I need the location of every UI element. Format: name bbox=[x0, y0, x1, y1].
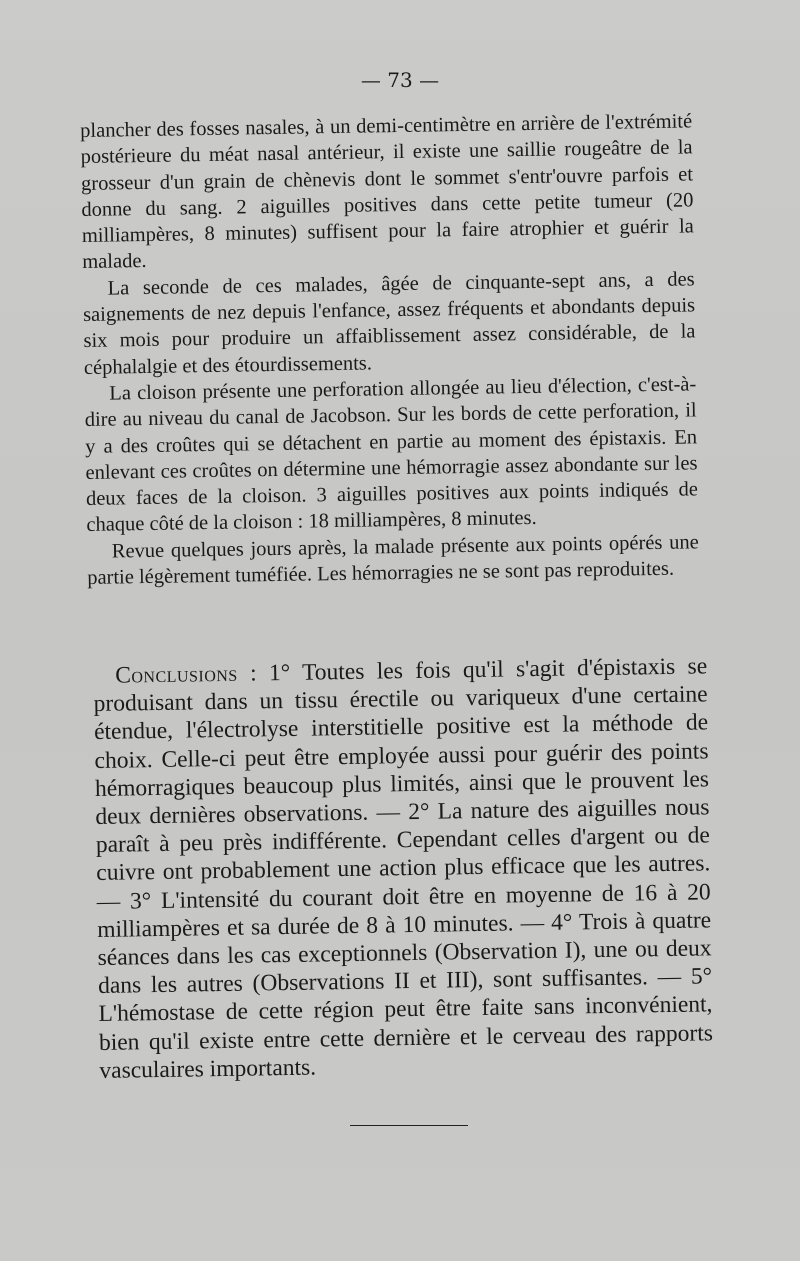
case-description-text bbox=[80, 108, 699, 591]
conclusions-heading: Conclusions bbox=[115, 660, 238, 689]
paragraph-septum-perforation: La cloison présente une perforation allongée au lieu d'élection, c'est-à-dire au niveau du canal de Jacobson. Sur les bords de cette perforation, il y a des croûtes qui se détachent en partie au moment des épistaxis. En enlevant ces croûtes on détermine une hémorragie assez abondante sur les deux faces de la cloison. 3 aiguilles positives aux points indiqués de chaque côté de la cloison : 18 milliampères, 8 minutes. bbox=[84, 373, 699, 537]
section-end-rule bbox=[350, 1125, 468, 1126]
paragraph-follow-up: Revue quelques jours après, la malade présente aux points opérés une partie légèrement tuméfiée. Les hémorragies ne se sont pas reproduites. bbox=[87, 531, 699, 589]
paragraph-second-patient: La seconde de ces malades, âgée de cinquante-sept ans, a des saignements de nez depuis l'enfance, assez fréquents et abondants depuis six mois pour produire un affaiblissement assez considérable, de la céphalalgie et des étourdissements. bbox=[82, 268, 696, 379]
conclusions-text: : 1° Toutes les fois qu'il s'agit d'épistaxis se produisant dans un tissu érectile ou variqueux d'une certaine étendue, l'électrolyse interstitielle positive est la méthode de choix. Celle-ci peut être employée aussi pour guérir des points hémorragiques beaucoup plus limités, ainsi que le prouvent les deux dernières observations. — 2° La nature des aiguilles nous paraît à peu près indifférente. Cependant celles d'argent ou de cuivre ont probablement une action plus efficace que les autres. — 3° L'intensité du courant doit être en moyenne de 16 à 20 milliampères et sa durée de 8 à 10 minutes. — 4° Trois à quatre séances dans les cas exceptionnels (Observation I), une ou deux dans les autres (Observations II et III), sont suffisantes. — 5° L'hémostase de cette région peut être faite sans inconvénient, bien qu'il existe entre cette dernière et le cerveau des rapports vasculaires importants. bbox=[93, 653, 714, 1084]
conclusions-section bbox=[93, 652, 714, 1085]
paragraph-continuation: plancher des fosses nasales, à un demi-centimètre en arrière de l'extrémité postérieure du méat nasal antérieur, il existe une saillie rougeâtre de la grosseur d'un grain de chènevis dont le sommet s'entr'ouvre parfois et donne du sang. 2 aiguilles positives dans cette petite tumeur (20 milliampères, 8 minutes) suffisent pour la faire atrophier et guérir la malade. bbox=[80, 110, 694, 274]
page-number: — 73 — bbox=[360, 68, 440, 92]
conclusions-paragraph bbox=[93, 652, 714, 1085]
